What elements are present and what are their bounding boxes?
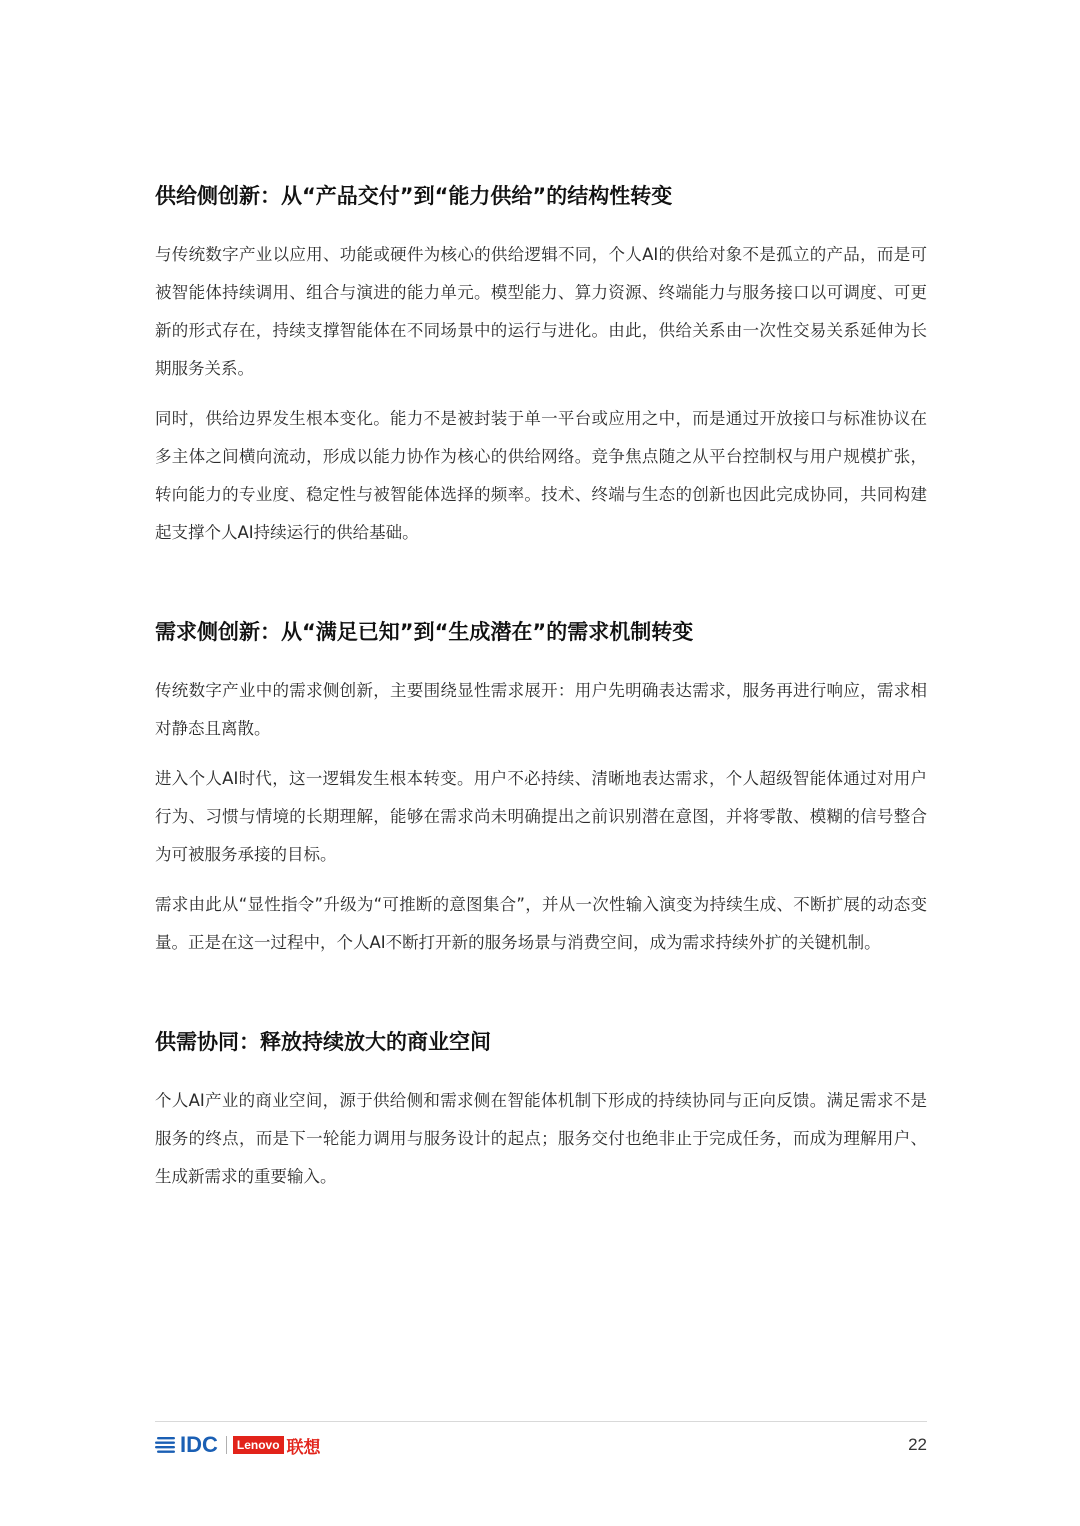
logo-divider xyxy=(226,1436,227,1454)
page-content xyxy=(155,176,927,1196)
idc-logo-text: IDC xyxy=(180,1432,218,1457)
paragraph: 与传统数字产业以应用、功能或硬件为核心的供给逻辑不同，个人AI的供给对象不是孤立的产品，而是可被智能体持续调用、组合与演进的能力单元。模型能力、算力资源、终端能力与服务接口以可调度、可更新的形式存在，持续支撑智能体在不同场景中的运行与进化。由此，供给关系由一次性交易关系延伸为长期服务关系。 xyxy=(155,245,927,378)
page-number: 22 xyxy=(908,1435,927,1454)
paragraph: 同时，供给边界发生根本变化。能力不是被封装于单一平台或应用之中，而是通过开放接口与标准协议在多主体之间横向流动，形成以能力协作为核心的供给网络。竞争焦点随之从平台控制权与用户规模扩张，转向能力的专业度、稳定性与被智能体选择的频率。技术、终端与生态的创新也因此完成协同，共同构建起支撑个人AI持续运行的供给基础。 xyxy=(155,409,927,542)
paragraph: 个人AI产业的商业空间，源于供给侧和需求侧在智能体机制下形成的持续协同与正向反馈。满足需求不是服务的终点，而是下一轮能力调用与服务设计的起点；服务交付也绝非止于完成任务，而成为理解用户、生成新需求的重要输入。 xyxy=(155,1091,927,1186)
lenovo-cn-logo: 联想 xyxy=(286,1437,321,1458)
idc-logo xyxy=(155,1432,218,1458)
idc-lines-icon xyxy=(155,1436,177,1454)
section-supply-demand-synergy xyxy=(155,1022,927,1196)
footer-divider xyxy=(155,1421,927,1422)
lenovo-logo: Lenovo xyxy=(233,1436,284,1454)
section-supply-innovation xyxy=(155,176,927,552)
paragraph: 传统数字产业中的需求侧创新，主要围绕显性需求展开：用户先明确表达需求，服务再进行响应，需求相对静态且离散。 xyxy=(155,681,927,738)
section-demand-innovation xyxy=(155,612,927,962)
paragraph: 需求由此从“显性指令”升级为“可推断的意图集合”，并从一次性输入演变为持续生成、不断扩展的动态变量。正是在这一过程中，个人AI不断打开新的服务场景与消费空间，成为需求持续外扩的关键机制。 xyxy=(155,895,927,952)
paragraph: 进入个人AI时代，这一逻辑发生根本转变。用户不必持续、清晰地表达需求，个人超级智能体通过对用户行为、习惯与情境的长期理解，能够在需求尚未明确提出之前识别潜在意图，并将零散、模糊的信号整合为可被服务承接的目标。 xyxy=(155,769,927,864)
page-footer xyxy=(155,1430,927,1460)
section-heading: 需求侧创新：从“满足已知”到“生成潜在”的需求机制转变 xyxy=(155,620,694,644)
section-heading: 供需协同：释放持续放大的商业空间 xyxy=(155,1030,491,1054)
section-heading: 供给侧创新：从“产品交付”到“能力供给”的结构性转变 xyxy=(155,184,673,208)
